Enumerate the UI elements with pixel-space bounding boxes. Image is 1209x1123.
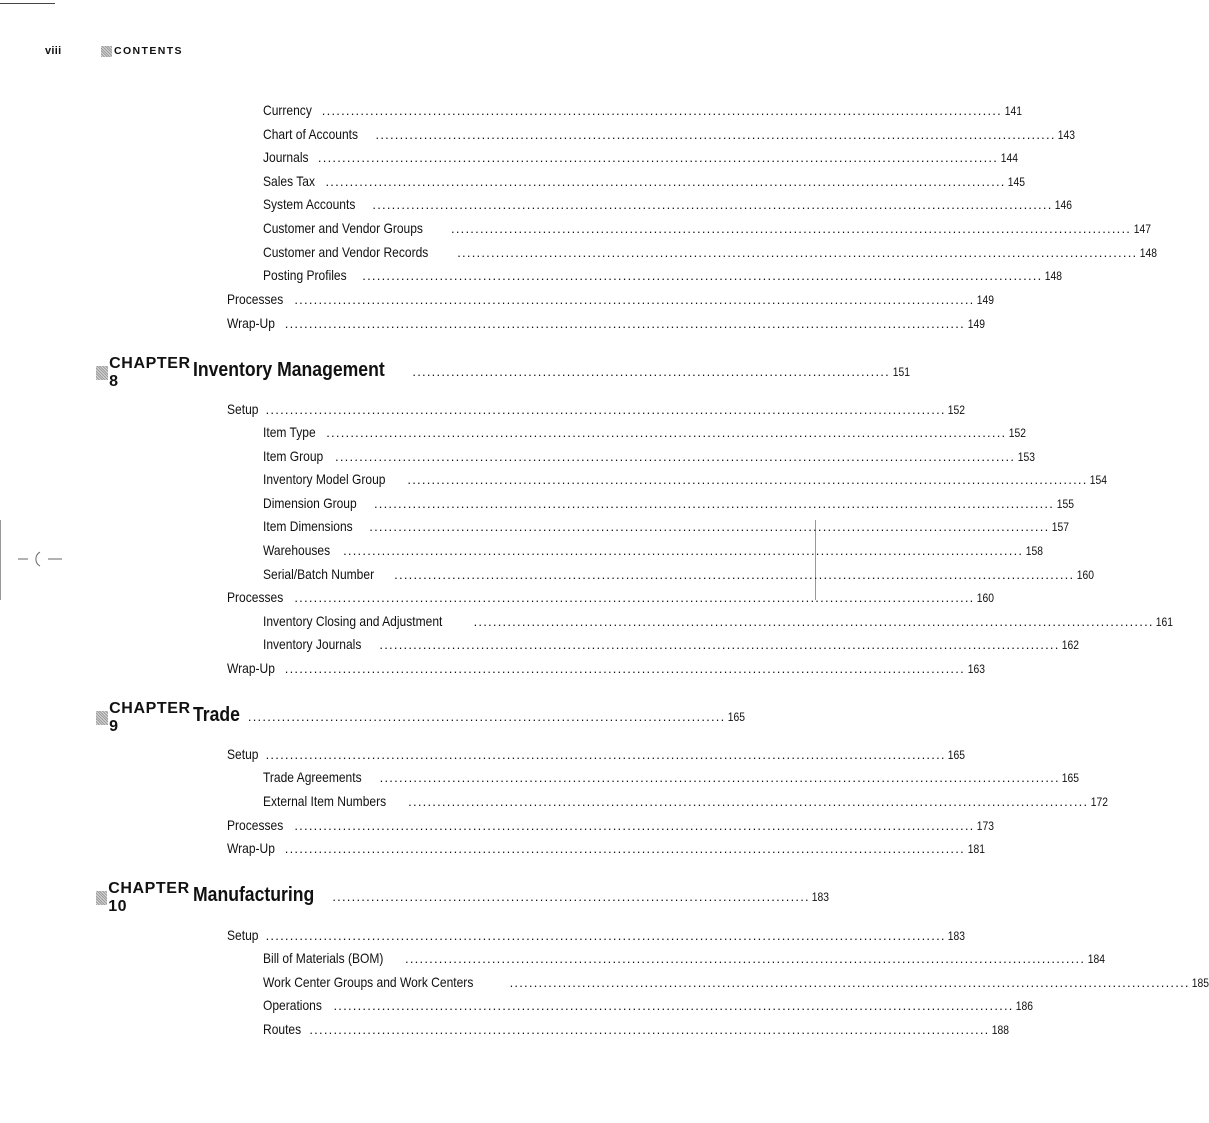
toc-entry-label: Warehouses: [263, 542, 331, 558]
toc-entry[interactable]: [263, 446, 1035, 466]
toc-entry[interactable]: [227, 925, 966, 945]
running-head: [45, 44, 183, 58]
toc-entry-page: 165: [1062, 771, 1080, 785]
toc-entry-label: Journals: [263, 149, 309, 165]
toc-entry-page: 183: [948, 929, 966, 943]
toc-entry-page: 158: [1025, 544, 1043, 558]
dot-leader: [266, 926, 944, 946]
toc-entry-page: 152: [948, 403, 966, 417]
dot-leader: [372, 195, 1050, 215]
dot-leader: [248, 709, 723, 724]
toc-entry[interactable]: [263, 171, 1026, 191]
chapter-heading[interactable]: [96, 880, 830, 915]
crop-line-top: [0, 3, 55, 4]
dot-leader: [394, 565, 1072, 585]
toc-entry-label: Setup: [227, 401, 259, 417]
toc-entry[interactable]: [227, 815, 995, 835]
toc-entry[interactable]: [263, 540, 1043, 560]
dot-leader: [407, 470, 1085, 490]
toc-entry-label: Serial/Batch Number: [263, 566, 375, 582]
toc-entry-label: Trade Agreements: [263, 769, 362, 785]
toc-entry-page: 188: [991, 1023, 1010, 1037]
toc-entry-label: Operations: [263, 997, 322, 1013]
dot-leader: [376, 125, 1054, 145]
chapter-tag: [96, 880, 193, 916]
chapter-page: 183: [812, 890, 830, 904]
dot-leader: [379, 635, 1057, 655]
toc-entry-label: Setup: [227, 746, 259, 762]
toc-entry[interactable]: [263, 242, 1157, 262]
toc-entry-page: 162: [1061, 638, 1080, 652]
toc-entry-page: 152: [1008, 426, 1026, 440]
toc-entry-page: 147: [1133, 222, 1151, 236]
toc-entry[interactable]: [263, 469, 1108, 489]
toc-entry-label: External Item Numbers: [263, 793, 387, 809]
dot-leader: [309, 1020, 987, 1040]
dot-leader: [380, 768, 1058, 788]
chapter-title: Inventory Management: [192, 359, 385, 381]
toc-entry-page: 157: [1051, 520, 1070, 534]
chapter-page: 165: [727, 710, 746, 724]
toc-entry-label: Item Type: [263, 424, 316, 440]
toc-entry-page: 144: [1000, 151, 1018, 165]
toc-entry-page: 161: [1156, 615, 1174, 629]
chapter-number: CHAPTER 8: [109, 355, 191, 390]
toc-entry-page: 141: [1004, 104, 1022, 118]
dot-leader: [451, 219, 1129, 239]
toc-entry-label: Customer and Vendor Records: [263, 244, 429, 260]
toc-entry-label: Routes: [263, 1021, 302, 1037]
dot-leader: [285, 659, 963, 679]
toc-entry-label: Sales Tax: [263, 173, 315, 189]
dot-leader: [457, 243, 1135, 263]
toc-entry[interactable]: [263, 516, 1070, 536]
toc-entry[interactable]: [227, 313, 985, 333]
toc-entry[interactable]: [263, 972, 1209, 992]
toc-entry[interactable]: [263, 124, 1076, 144]
section-title: CONTENTS: [114, 45, 183, 57]
toc-entry[interactable]: [263, 422, 1026, 442]
toc-entry[interactable]: [227, 838, 985, 858]
toc-entry-label: Inventory Closing and Adjustment: [263, 613, 443, 629]
toc-entry[interactable]: [263, 147, 1018, 167]
toc-entry-page: 163: [967, 662, 985, 676]
toc-entry[interactable]: [263, 493, 1074, 513]
toc-entry[interactable]: [263, 194, 1073, 214]
toc-entry-label: Item Group: [263, 448, 324, 464]
chapter-tag: [96, 700, 193, 736]
toc-entry[interactable]: [263, 265, 1063, 285]
dot-leader: [325, 172, 1003, 192]
toc-entry-label: Processes: [227, 817, 284, 833]
toc-entry-page: 172: [1090, 795, 1108, 809]
chapter-title: Manufacturing: [192, 884, 314, 906]
toc-entry-label: Dimension Group: [263, 495, 357, 511]
dot-leader: [333, 996, 1011, 1016]
chapter-heading[interactable]: [96, 355, 910, 390]
gray-square-icon: [96, 366, 108, 380]
chapter-title: Trade: [192, 704, 240, 726]
toc-entry-label: Wrap-Up: [227, 315, 275, 331]
dot-leader: [343, 541, 1021, 561]
toc-entry-label: Customer and Vendor Groups: [263, 220, 423, 236]
dot-leader: [294, 290, 972, 310]
toc-entry-label: Posting Profiles: [263, 267, 347, 283]
toc-entry[interactable]: [263, 948, 1105, 968]
toc-entry-page: 149: [976, 293, 995, 307]
dot-leader: [294, 588, 972, 608]
dot-leader: [408, 792, 1086, 812]
dot-leader: [322, 101, 1000, 121]
page-number: viii: [45, 45, 62, 57]
toc-entry-page: 154: [1089, 473, 1108, 487]
toc-entry[interactable]: [263, 1019, 1010, 1039]
chapter-title-row: [193, 359, 910, 382]
toc-entry[interactable]: [227, 399, 966, 419]
toc-entry-page: 145: [1007, 175, 1026, 189]
toc-entry-page: 184: [1087, 952, 1105, 966]
gray-square-icon: [96, 711, 108, 725]
toc-entry-page: 149: [967, 317, 985, 331]
toc-entry-label: Processes: [227, 291, 284, 307]
chapter-number: CHAPTER 9: [109, 700, 191, 735]
crop-line-left: [0, 520, 1, 600]
dot-leader: [474, 612, 1152, 632]
toc-entry[interactable]: [227, 289, 995, 309]
toc-entry-label: Item Dimensions: [263, 518, 353, 534]
toc-entry-label: Wrap-Up: [227, 840, 275, 856]
toc-entry-page: 148: [1139, 246, 1157, 260]
dot-leader: [326, 423, 1004, 443]
toc-entry-page: 185: [1192, 976, 1209, 990]
dot-leader: [362, 266, 1040, 286]
toc-entry-label: Processes: [227, 589, 284, 605]
chapter-tag: [96, 355, 193, 391]
toc-entry[interactable]: [263, 100, 1022, 120]
registration-mark-icon: [18, 549, 62, 569]
gray-square-icon: [96, 891, 107, 905]
toc-entry-page: 153: [1017, 450, 1035, 464]
toc-entry-label: Work Center Groups and Work Centers: [263, 974, 474, 990]
toc-entry-label: Currency: [263, 102, 312, 118]
toc-entry-label: System Accounts: [263, 196, 356, 212]
toc-entry-page: 181: [967, 842, 985, 856]
dot-leader: [266, 745, 944, 765]
toc-entry-page: 155: [1056, 497, 1074, 511]
toc-entry-page: 165: [948, 748, 966, 762]
toc-entry-page: 160: [1076, 568, 1094, 582]
toc-entry[interactable]: [227, 744, 966, 764]
dot-leader: [412, 364, 887, 379]
toc-entry-page: 146: [1054, 198, 1073, 212]
chapter-heading[interactable]: [96, 700, 746, 735]
toc-entry[interactable]: [263, 611, 1174, 631]
dot-leader: [294, 816, 972, 836]
toc-entry-page: 143: [1058, 128, 1076, 142]
toc-entry[interactable]: [263, 767, 1080, 787]
toc-entry-label: Chart of Accounts: [263, 126, 359, 142]
toc-entry-label: Bill of Materials (BOM): [263, 950, 384, 966]
dot-leader: [335, 447, 1013, 467]
chapter-title-row: [193, 884, 830, 907]
dot-leader: [369, 517, 1047, 537]
chapter-number: CHAPTER 10: [108, 880, 190, 915]
chapter-title-row: [193, 704, 746, 727]
dot-leader: [374, 494, 1052, 514]
toc-entry-label: Inventory Model Group: [263, 471, 386, 487]
toc-entry[interactable]: [263, 634, 1080, 654]
toc-entry-label: Wrap-Up: [227, 660, 275, 676]
toc-entry-page: 173: [976, 819, 995, 833]
toc-entry-page: 160: [976, 591, 995, 605]
dot-leader: [285, 314, 963, 334]
toc-entry-page: 186: [1016, 999, 1034, 1013]
toc-entry[interactable]: [263, 791, 1108, 811]
toc-entry[interactable]: [263, 564, 1094, 584]
gray-square-icon: [101, 46, 112, 57]
toc-entry-label: Setup: [227, 927, 259, 943]
toc-entry[interactable]: [227, 658, 985, 678]
dot-leader: [318, 148, 996, 168]
toc-entry-page: 148: [1044, 269, 1063, 283]
dot-leader: [332, 889, 807, 904]
toc-entry-label: Inventory Journals: [263, 636, 362, 652]
toc-entry[interactable]: [227, 587, 995, 607]
dot-leader: [266, 400, 944, 420]
section-label: [101, 45, 183, 57]
dot-leader: [285, 839, 963, 859]
toc-entry[interactable]: [263, 218, 1151, 238]
chapter-page: 151: [892, 365, 910, 379]
dot-leader: [405, 949, 1083, 969]
dot-leader: [510, 973, 1188, 993]
toc-entry[interactable]: [263, 995, 1034, 1015]
